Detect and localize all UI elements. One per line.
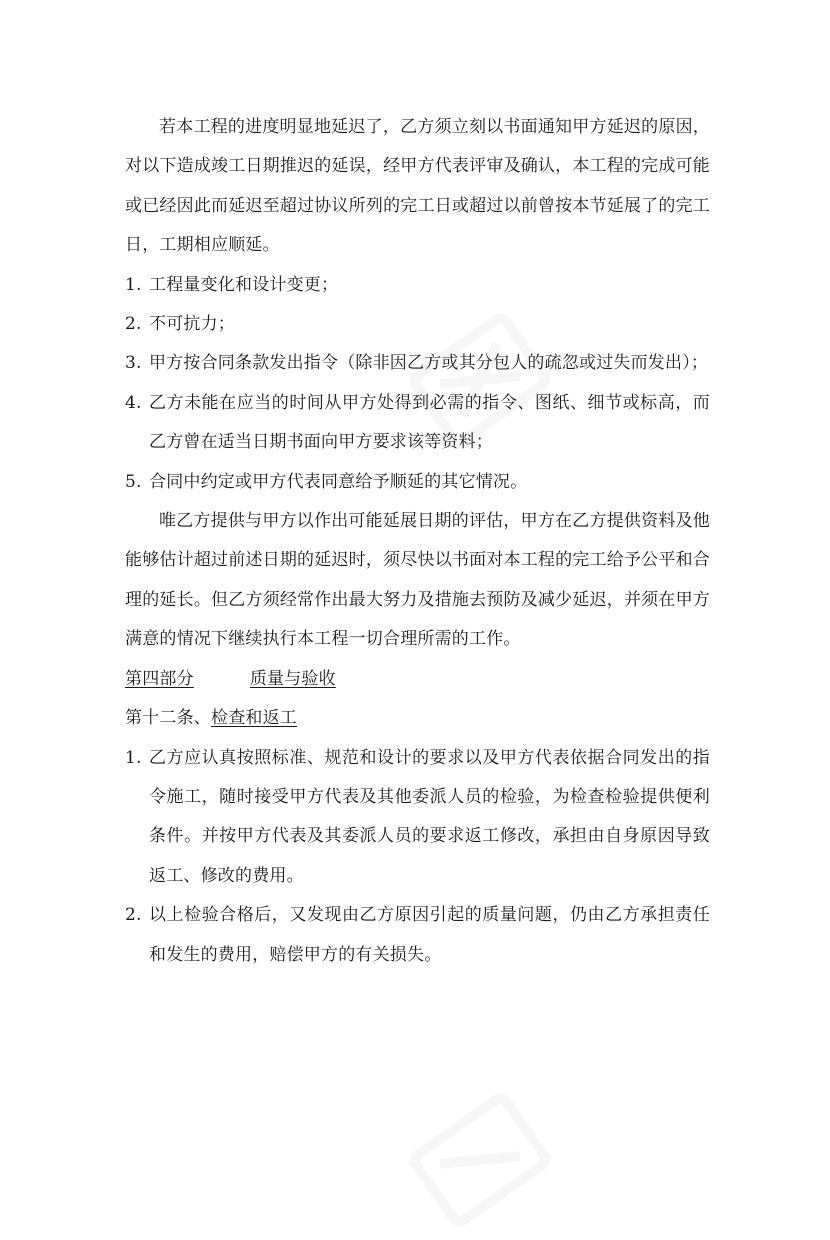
list-item xyxy=(125,344,710,383)
list-number: 1. xyxy=(125,747,142,768)
intro-paragraph: 若本工程的进度明显地延迟了，乙方须立刻以书面通知甲方延迟的原因，对以下造成竣工日期推迟的延误，经甲方代表评审及确认，本工程的完成可能或已经因此而延迟至超过协议所列的完工日或超过以前曾按本节延展了的完工日，工期相应顺延。 xyxy=(125,117,710,256)
list-item xyxy=(125,896,710,975)
list-number: 4. xyxy=(125,392,142,413)
article-title: 检查和返工 xyxy=(211,708,297,729)
list-item xyxy=(125,266,710,305)
list-number: 2. xyxy=(125,314,142,335)
list-number: 2. xyxy=(125,905,142,926)
list-item xyxy=(125,463,710,502)
article-heading xyxy=(125,699,710,738)
part-title: 质量与验收 xyxy=(249,668,336,689)
watermark-icon xyxy=(400,1080,560,1240)
list-text: 工程量变化和设计变更； xyxy=(149,274,339,295)
inspection-list xyxy=(125,739,710,975)
list-text: 不可抗力； xyxy=(149,314,235,335)
part-heading xyxy=(125,660,710,699)
list-text: 乙方应认真按照标准、规范和设计的要求以及甲方代表依据合同发出的指令施工，随时接受甲方代表及其他委派人员的检验，为检查检验提供便利条件。并按甲方代表及其委派人员的要求返工修改，承担由自身原因导致返工、修改的费用。 xyxy=(149,747,710,886)
list-number: 1. xyxy=(125,274,142,295)
list-text: 甲方按合同条款发出指令（除非因乙方或其分包人的疏忽或过失而发出）； xyxy=(149,353,709,374)
list-item xyxy=(125,305,710,344)
document-body xyxy=(125,108,710,975)
list-item xyxy=(125,739,710,897)
delay-reasons-list xyxy=(125,266,710,502)
list-text: 合同中约定或甲方代表同意给予顺延的其它情况。 xyxy=(149,471,528,492)
list-number: 5. xyxy=(125,471,142,492)
part-number: 第四部分 质量与验收 xyxy=(125,668,336,689)
extension-paragraph: 唯乙方提供与甲方以作出可能延展日期的评估，甲方在乙方提供资料及他能够估计超过前述日期的延迟时，须尽快以书面对本工程的完工给予公平和合理的延长。但乙方须经常作出最大努力及措施去预防及减少延迟，并须在甲方满意的情况下继续执行本工程一切合理所需的工作。 xyxy=(125,511,710,650)
article-number: 第十二条、 xyxy=(125,708,211,729)
list-text: 以上检验合格后，又发现由乙方原因引起的质量问题，仍由乙方承担责任和发生的费用，赔偿甲方的有关损失。 xyxy=(149,905,710,965)
list-item xyxy=(125,384,710,463)
list-text: 乙方未能在应当的时间从甲方处得到必需的指令、图纸、细节或标高，而乙方曾在适当日期书面向甲方要求该等资料； xyxy=(149,392,710,453)
list-number: 3. xyxy=(125,353,142,374)
